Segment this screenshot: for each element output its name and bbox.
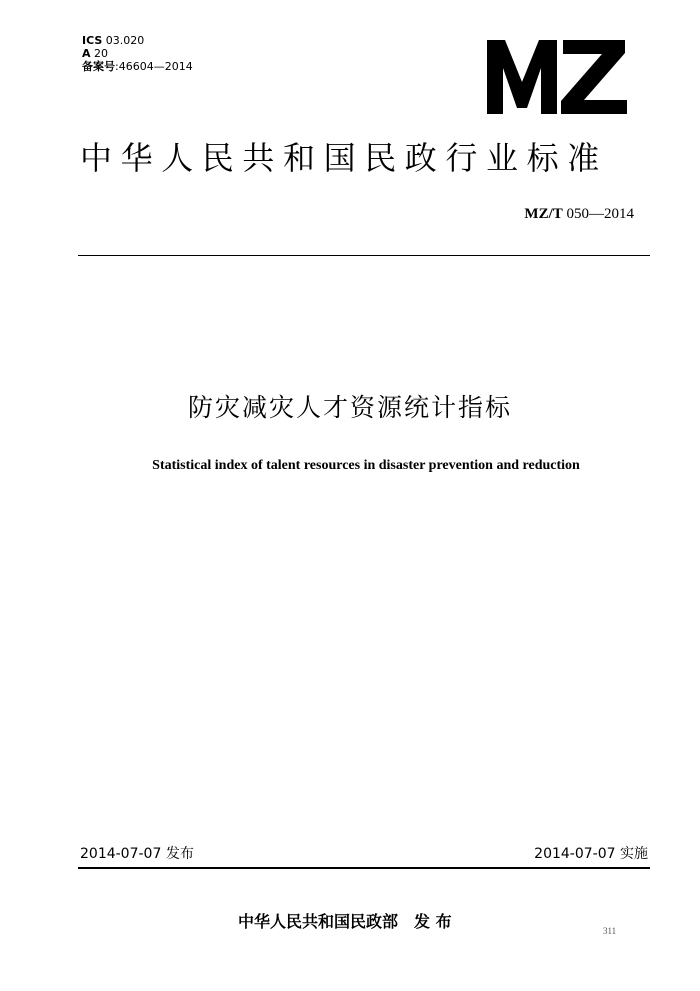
page-number: 311 <box>603 926 617 936</box>
ccs-code <box>82 47 108 60</box>
industry-standard-title: 中华人民共和国民政行业标准 <box>80 139 608 177</box>
ccs-label: A <box>82 47 91 60</box>
filing-colon: : <box>115 60 119 73</box>
standard-code: 050—2014 <box>566 206 634 222</box>
publisher-name: 中华人民共和国民政部 <box>238 912 399 931</box>
ics-value: 03.020 <box>105 34 145 47</box>
issue-date-label: 发布 <box>165 846 194 862</box>
standard-prefix: MZ/T <box>524 206 563 222</box>
filing-value: 46604—2014 <box>118 60 193 73</box>
header-rule <box>78 255 650 256</box>
implementation-date-value: 2014-07-07 <box>534 846 616 862</box>
mz-logo <box>487 36 629 116</box>
document-title-english: Statistical index of talent resources in disaster prevention and reduction <box>152 458 580 473</box>
implementation-date <box>534 845 648 863</box>
publish-label: 发 布 <box>414 912 452 931</box>
footer-rule <box>78 867 650 869</box>
document-title-chinese: 防灾减灾人才资源统计指标 <box>187 393 512 422</box>
publisher <box>238 912 452 932</box>
issue-date-value: 2014-07-07 <box>80 846 162 862</box>
ccs-value: 20 <box>94 47 109 60</box>
filing-label: 备案号 <box>82 60 115 73</box>
ics-label: ICS <box>82 34 103 47</box>
issue-date <box>80 845 194 863</box>
implementation-date-label: 实施 <box>620 846 648 862</box>
ics-code <box>82 34 144 47</box>
filing-number <box>82 60 193 73</box>
standard-number <box>524 205 634 223</box>
